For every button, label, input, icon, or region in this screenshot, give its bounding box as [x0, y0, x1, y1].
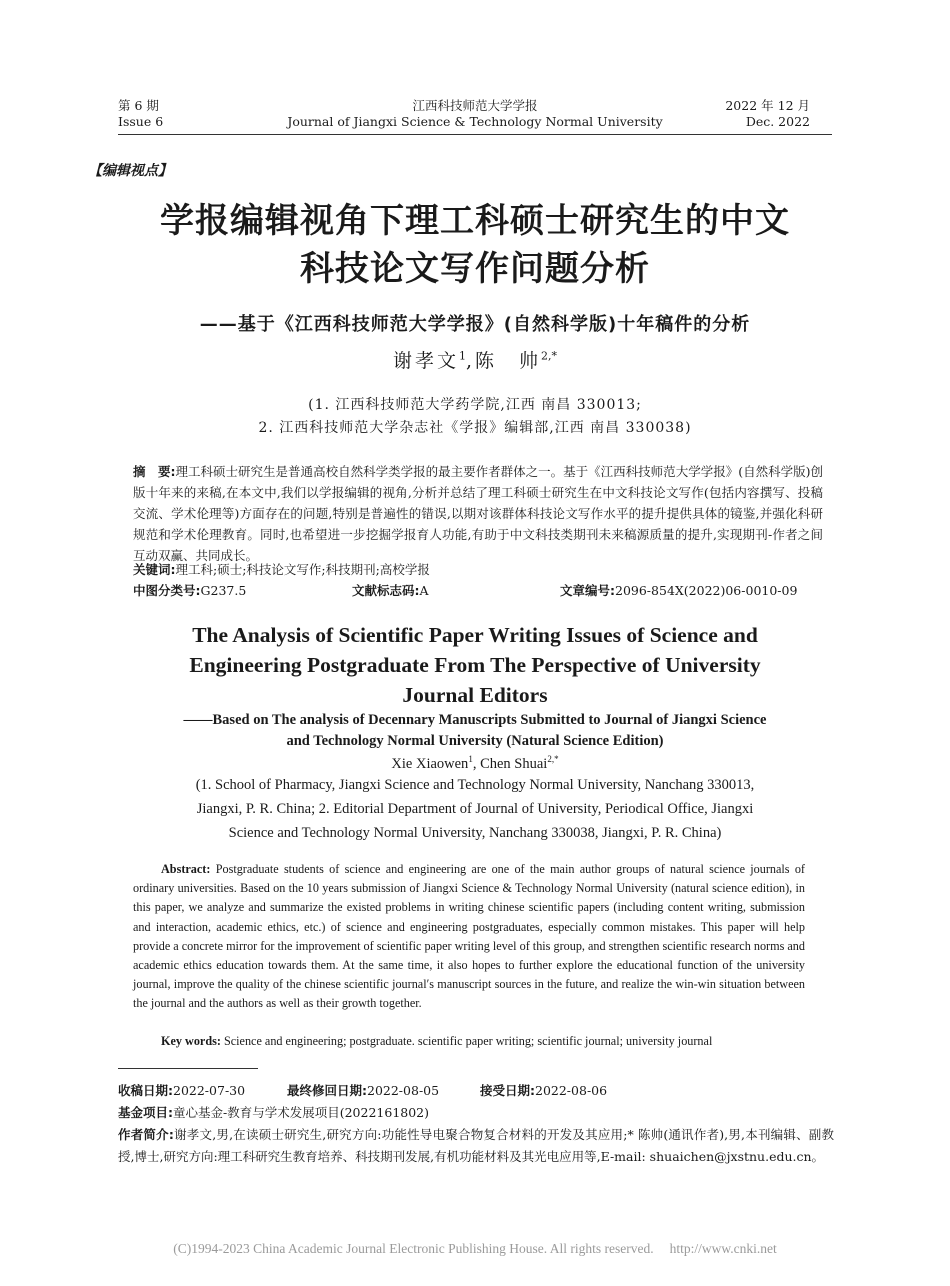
keywords-en-label: Key words:: [161, 1034, 221, 1048]
article-number-value: 2096-854X(2022)06-0010-09: [615, 583, 798, 598]
title-cn-line2: 科技论文写作问题分析: [300, 249, 650, 289]
subtitle-cn: ——基于《江西科技师范大学学报》(自然科学版)十年稿件的分析: [199, 314, 751, 335]
accepted-date: [480, 1080, 607, 1102]
accepted-value: 2022-08-06: [535, 1083, 608, 1098]
author-bio-label: 作者简介:: [118, 1127, 174, 1142]
affiliation-en-line1: (1. School of Pharmacy, Jiangxi Science and Technology Normal University, Nanchang 330013,: [195, 777, 755, 793]
title-en-line2: Engineering Postgraduate From The Perspective of University: [189, 653, 761, 677]
keywords-cn-label: 关键词:: [133, 562, 176, 577]
fund-value: 童心基金-教育与学术发展项目(2022161802): [173, 1105, 430, 1120]
authors-cn: [0, 346, 950, 373]
affiliation-cn-2: 2. 江西科技师范大学杂志社《学报》编辑部,江西 南昌 330038): [258, 420, 692, 436]
fund-project: [118, 1102, 429, 1124]
received-date: [118, 1080, 245, 1102]
title-cn-line1: 学报编辑视角下理工科硕士研究生的中文: [160, 201, 790, 241]
header-date-cn: 2022 年 12 月: [725, 98, 810, 113]
abstract-cn-text: 理工科硕士研究生是普通高校自然科学类学报的最主要作者群体之一。基于《江西科技师范大学学报》(自然科学版)创版十年来的来稿,在本文中,我们以学报编辑的视角,分析并总结了理工科硕士研究生在中文科技论文写作(包括内容撰写、投稿交流、学术伦理等)方面存在的问题,特别是普遍性的错误,以期对该群体科技论文写作水平的提升提供具体的镜鉴,并强化科研规范和学术伦理教育。同时,也希望进一步挖掘学报育人功能,有助于中文科技类期刊未来稿源质量的提升,实现期刊-作者之间互动双赢、共同成长。: [133, 464, 823, 563]
keywords-en: [161, 1034, 712, 1049]
footnote-divider: [118, 1068, 258, 1069]
abstract-cn-label: 摘 要:: [133, 464, 176, 479]
author-en-sep: ,: [472, 755, 481, 772]
header-date: [725, 98, 810, 130]
title-en-line3: Journal Editors: [402, 683, 548, 707]
received-value: 2022-07-30: [173, 1083, 246, 1098]
doc-code-label: 文献标志码:: [352, 583, 420, 598]
header-issue-en: Issue 6: [118, 114, 164, 129]
footer-url[interactable]: http://www.cnki.net: [669, 1241, 777, 1256]
clc-label: 中图分类号:: [133, 583, 201, 598]
copyright-footer: [0, 1241, 950, 1257]
article-number-label: 文章编号:: [560, 583, 615, 598]
author-bio: [118, 1124, 834, 1168]
author-en-2: Chen Shuai: [480, 755, 548, 772]
author-cn-1-sup: 1: [458, 349, 466, 363]
title-en-line1: The Analysis of Scientific Paper Writing Issues of Science and: [192, 623, 758, 647]
revised-label: 最终修回日期:: [287, 1083, 367, 1098]
author-cn-2: 陈 帅: [475, 350, 542, 372]
header-journal-en: Journal of Jiangxi Science & Technology Normal University: [287, 114, 663, 129]
author-cn-1: 谢孝文: [392, 350, 459, 372]
abstract-en: [133, 860, 805, 1014]
subtitle-en-line1: ——Based on The analysis of Decennary Manuscripts Submitted to Journal of Jiangxi Science: [183, 712, 767, 728]
accepted-label: 接受日期:: [480, 1083, 535, 1098]
abstract-cn: [133, 461, 823, 566]
header-journal-cn: 江西科技师范大学学报: [412, 98, 538, 113]
clc-number: [133, 581, 246, 599]
author-cn-sep: ,: [465, 350, 476, 372]
affiliation-en-line2: Jiangxi, P. R. China; 2. Editorial Department of Journal of University, Periodical Office, Jiangxi: [196, 801, 754, 817]
column-label: 【编辑视点】: [88, 163, 172, 179]
author-en-1-sup: 1: [468, 754, 473, 764]
revised-value: 2022-08-05: [367, 1083, 440, 1098]
author-en-1: Xie Xiaowen: [391, 755, 469, 772]
fund-label: 基金项目:: [118, 1105, 173, 1120]
affiliation-en-line3: Science and Technology Normal University, Nanchang 330038, Jiangxi, P. R. China): [228, 825, 722, 841]
copyright-text: (C)1994-2023 China Academic Journal Electronic Publishing House. All rights reserved.: [173, 1241, 654, 1256]
header-divider: [118, 134, 832, 135]
revised-date: [287, 1080, 439, 1102]
author-en-2-sup: 2,*: [547, 754, 559, 764]
clc-value: G237.5: [200, 583, 247, 598]
author-cn-2-sup: 2,*: [541, 349, 558, 363]
authors-en: [0, 754, 950, 773]
article-number: [560, 581, 797, 599]
subtitle-en-line2: and Technology Normal University (Natural Science Edition): [286, 733, 664, 749]
header-date-en: Dec. 2022: [745, 114, 810, 129]
received-label: 收稿日期:: [118, 1083, 173, 1098]
header-issue-cn: 第 6 期: [118, 98, 159, 113]
affiliation-cn-1: (1. 江西科技师范大学药学院,江西 南昌 330013;: [308, 397, 642, 413]
keywords-cn: [133, 560, 430, 578]
abstract-en-text: Postgraduate students of science and engineering are one of the main author groups of natural science journals of ordinary universities. Based on the 10 years submission of Jiangxi Science & Technology Normal University (natural science edition), in this paper, we analyze and summarize the existed problems in writing chinese scientific papers (including content writing, submission and interaction, academic ethics, etc.) of science and engineering postgraduates, especially common mistakes. This paper will help provide a concrete mirror for the improvement of scientific paper writing level of this group, and strengthen scientific research norms and academic ethics education towards them. At the same time, it also hopes to further explore the educational function of the university journal, improve the quality of the chinese scientific journal′s manuscript sources in the future, and realize the win-win situation between the journal and the authors as well as their growth together.: [133, 862, 805, 1011]
keywords-cn-text: 理工科;硕士;科技论文写作;科技期刊;高校学报: [175, 562, 430, 577]
document-code: [352, 581, 429, 599]
keywords-en-text: Science and engineering; postgraduate. scientific paper writing; scientific journal; university journal: [220, 1034, 713, 1048]
doc-code-value: A: [419, 583, 429, 598]
abstract-en-label: Abstract:: [161, 862, 211, 876]
author-bio-text: 谢孝文,男,在读硕士研究生,研究方向:功能性导电聚合物复合材料的开发及其应用;* 陈帅(通讯作者),男,本刊编辑、副教授,博士,研究方向:理工科研究生教育培养、科技期刊发展,有机功能材料及其光电应用等,E-mail: shuaichen@jxstnu.edu.cn。: [118, 1127, 834, 1164]
